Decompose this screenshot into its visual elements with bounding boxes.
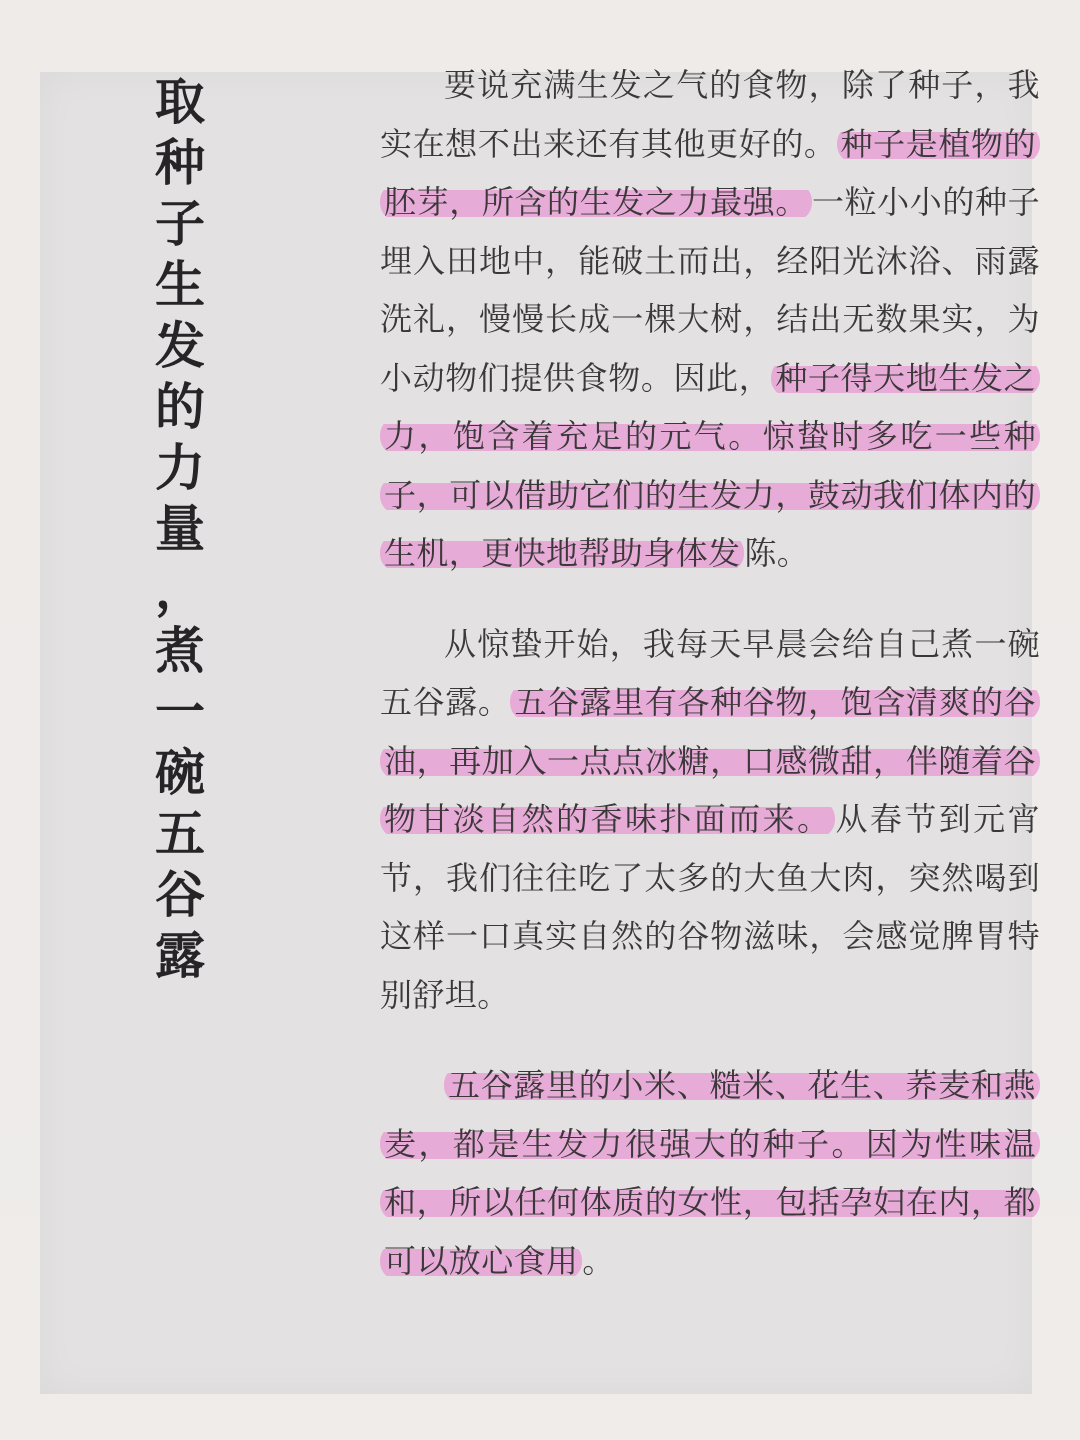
title-char: 谷 <box>155 866 205 924</box>
highlighted-text: 种子是植物的胚芽，所含的生发之力最强。 <box>380 125 1040 222</box>
title-char: 子 <box>155 195 205 253</box>
title-char: 的 <box>155 378 205 436</box>
article-body <box>380 56 1040 1322</box>
highlighted-text: 五谷露里的小米、糙米、花生、荞麦和燕麦，都是生发力很强大的种子。因为性味温和，所以任何体质的女性，包括孕妇在内，都可以放心食用 <box>380 1066 1040 1280</box>
title-char: 生 <box>155 256 205 314</box>
paragraph-3 <box>380 1056 1040 1290</box>
title-char: 五 <box>155 805 205 863</box>
title-char: 碗 <box>155 744 205 802</box>
text-segment: 要说充满生发之气的食物，除了种子，我实在想不出来还有其他更好的。 <box>380 66 1040 163</box>
title-char: 发 <box>155 317 205 375</box>
paragraph-1 <box>380 56 1040 583</box>
vertical-chapter-title <box>140 72 220 987</box>
text-segment: 。 <box>582 1241 615 1280</box>
title-char: 煮 <box>155 622 205 680</box>
title-char: 露 <box>155 927 205 985</box>
title-char: 取 <box>155 73 205 131</box>
text-segment: 陈。 <box>744 534 810 572</box>
title-char: 力 <box>155 439 205 497</box>
text-segment: 从惊蛰开始，我每天早晨会给自己煮一碗五谷露。 <box>380 624 1040 721</box>
title-char: 种 <box>155 134 205 192</box>
text-segment: 从春节到元宵节，我们往往吃了太多的大鱼大肉，突然喝到这样一口真实自然的谷物滋味，会感觉脾胃特别舒坦。 <box>380 800 1040 1014</box>
paragraph-2 <box>380 615 1040 1025</box>
title-char: ， <box>155 561 205 619</box>
title-char: 量 <box>155 500 205 558</box>
text-segment: 一粒小小的种子埋入田地中，能破土而出，经阳光沐浴、雨露洗礼，慢慢长成一棵大树，结出无数果实，为小动物们提供食物。因此， <box>380 183 1040 397</box>
highlighted-text: 五谷露里有各种谷物，饱含清爽的谷油，再加入一点点冰糖，口感微甜，伴随着谷物甘淡自然的香味扑面而来。 <box>380 683 1040 838</box>
title-char: 一 <box>155 683 205 741</box>
highlighted-text: 种子得天地生发之力，饱含着充足的元气。惊蛰时多吃一些种子，可以借助它们的生发力，鼓动我们体内的生机，更快地帮助身体发 <box>380 359 1040 573</box>
